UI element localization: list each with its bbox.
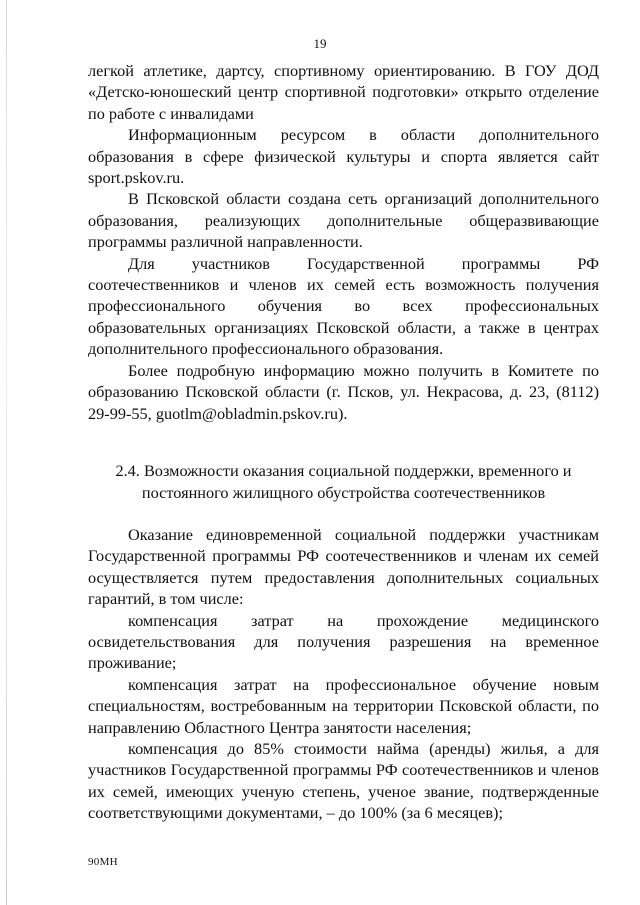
section-heading-line-1: 2.4. Возможности оказания социальной поддержки, временного и — [115, 461, 572, 480]
footer-code: 90МН — [88, 856, 118, 868]
list-item: компенсация до 85% стоимости найма (аренды) жилья, а для участников Государственной программы РФ соотечественников и членов их семей, имеющих ученую степень, ученое звание, подтвержденные соответствующими документами, – до 100% (за 6 месяцев); — [88, 739, 599, 823]
paragraph: Оказание единовременной социальной поддержки участникам Государственной программы РФ соотечественников и членам их семей осуществляется путем предоставления дополнительных социальных гарантий, в том числе: — [88, 525, 599, 609]
section-heading-line-2: постоянного жилищного обустройства соотечественников — [141, 483, 546, 502]
paragraph: В Псковской области создана сеть организаций дополнительного образования, реализующих дополнительные общеразвивающие программы различной направленности. — [88, 189, 599, 252]
body-text-top — [88, 60, 599, 424]
page-number: 19 — [313, 36, 327, 51]
paragraph: Информационным ресурсом в области дополнительного образования в сфере физической культуры и спорта является сайт sport.pskov.ru. — [88, 125, 599, 188]
body-text-bottom — [88, 524, 599, 824]
list-item: компенсация затрат на прохождение медицинского освидетельствования для получения разрешения на временное проживание; — [88, 610, 599, 673]
paragraph: легкой атлетике, дартсу, спортивному ориентированию. В ГОУ ДОД «Детско-юношеский центр спортивной подготовки» открыто отделение по работе с инвалидами — [88, 61, 599, 123]
paragraph: Для участников Государственной программы РФ соотечественников и членов их семей есть возможность получения профессионального обучения во всех профессиональных образовательных организациях Псковской области, а также в центрах дополнительного профессионального образования. — [88, 253, 599, 359]
page-edge — [6, 0, 7, 905]
list-item: компенсация затрат на профессиональное обучение новым специальностям, востребованным на территории Псковской области, по направлению Областного Центра занятости населения; — [88, 674, 599, 737]
paragraph: Более подробную информацию можно получить в Комитете по образованию Псковской области (г. Псков, ул. Некрасова, д. 23, (8112) 29-99-55, guotlm@obladmin.pskov.ru). — [88, 360, 599, 423]
section-heading — [88, 460, 599, 504]
